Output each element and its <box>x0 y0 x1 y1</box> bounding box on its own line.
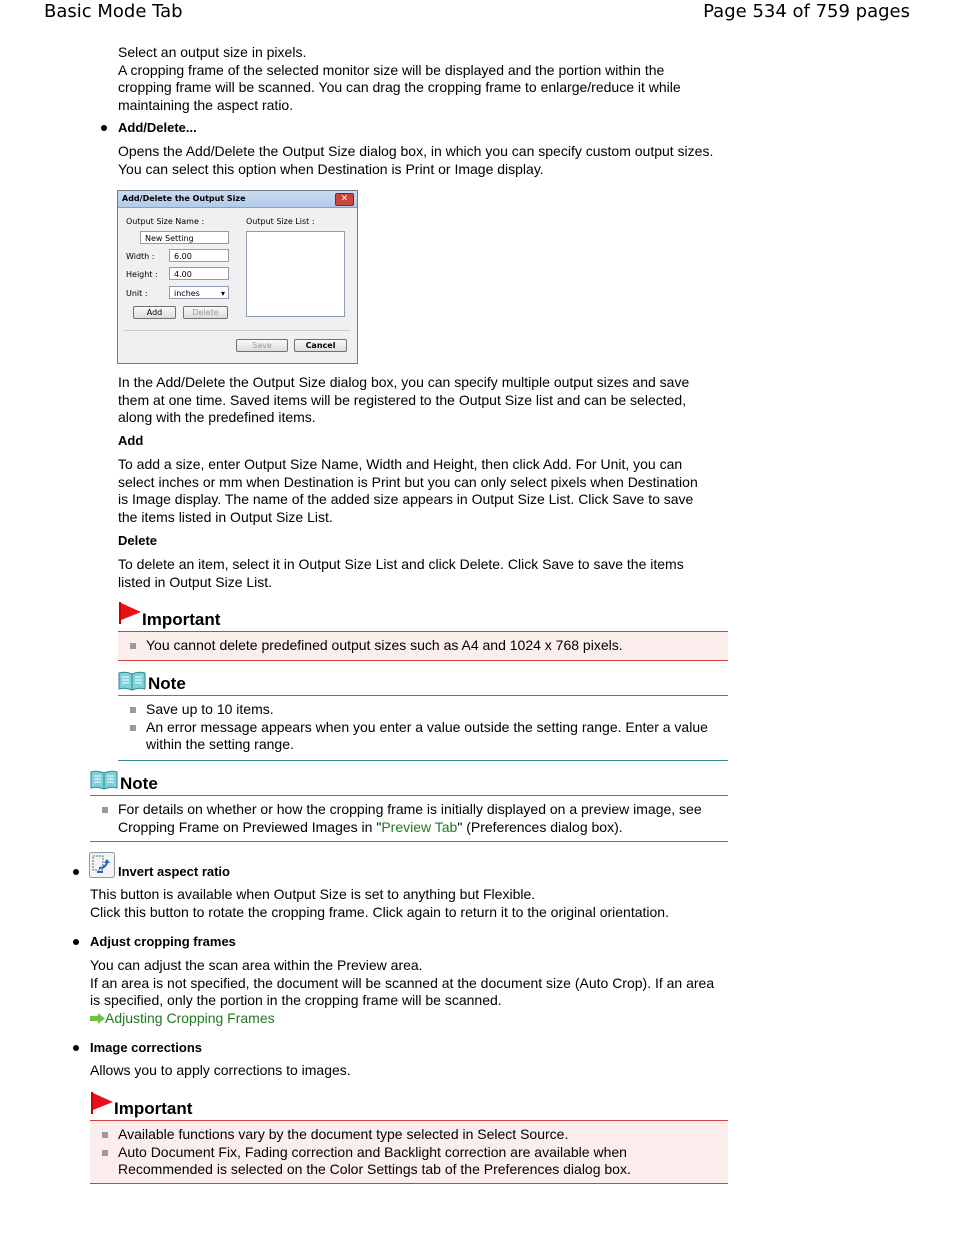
open-book-icon <box>118 671 146 691</box>
bullet <box>73 869 79 875</box>
bullet <box>101 125 107 131</box>
chevron-down-icon: ▾ <box>220 289 225 298</box>
dialog-title: Add/Delete the Output Size <box>122 194 246 203</box>
open-book-icon <box>90 770 118 790</box>
text-line: them at one time. Saved items will be registered to the Output Size list and can be selected, <box>118 391 687 408</box>
dialog-save-button[interactable]: Save <box>236 339 288 352</box>
output-size-name-label: Output Size Name : <box>126 217 205 226</box>
add-heading: Add <box>118 433 144 448</box>
add-delete-desc <box>118 143 738 178</box>
unit-label: Unit : <box>126 289 148 298</box>
intro-text <box>118 44 738 114</box>
important-text: Auto Document Fix, Fading correction and Backlight correction are available when <box>118 1143 627 1160</box>
intro-line: cropping frame will be scanned. You can drag the cropping frame to enlarge/reduce it while <box>118 79 681 96</box>
important-text: You cannot delete predefined output sizes such as A4 and 1024 x 768 pixels. <box>146 637 623 653</box>
intro-line: A cropping frame of the selected monitor size will be displayed and the portion within the <box>118 61 665 78</box>
square-bullet <box>102 1132 108 1138</box>
output-size-list-label: Output Size List : <box>246 217 315 226</box>
green-arrow-icon <box>90 1013 105 1024</box>
dialog-cancel-button[interactable]: Cancel <box>294 339 347 352</box>
page-number: Page 534 of 759 pages <box>703 1 910 22</box>
adjusting-cropping-frames-link[interactable]: Adjusting Cropping Frames <box>105 1009 275 1026</box>
width-label: Width : <box>126 252 155 261</box>
text-line: In the Add/Delete the Output Size dialog box, you can specify multiple output sizes and save <box>118 374 690 390</box>
text-line: the items listed in Output Size List. <box>118 508 333 525</box>
unit-select[interactable] <box>169 286 229 299</box>
list-item <box>90 1144 728 1179</box>
square-bullet <box>102 807 108 813</box>
text-line: To add a size, enter Output Size Name, Width and Height, then click Add. For Unit, you can <box>118 456 683 472</box>
image-corrections-heading: Image corrections <box>90 1040 202 1055</box>
note-text-part: Cropping Frame on Previewed Images in " <box>118 818 382 835</box>
text-line: along with the predefined items. <box>118 409 316 426</box>
important-text: Available functions vary by the document type selected in Select Source. <box>118 1126 569 1142</box>
note-text: An error message appears when you enter a value outside the setting range. Enter a value <box>146 718 708 735</box>
text-line: You can adjust the scan area within the Preview area. <box>90 957 423 973</box>
note-box <box>90 795 728 842</box>
text-line: Click this button to rotate the cropping frame. Click again to return it to the original orientation. <box>90 903 669 920</box>
image-corrections-text: Allows you to apply corrections to images. <box>90 1062 351 1078</box>
dialog-add-button[interactable]: Add <box>133 306 176 319</box>
note-text-part: " (Preferences dialog box). <box>457 818 623 835</box>
list-item <box>118 696 728 719</box>
note-title: Note <box>148 674 186 693</box>
text-line: is Image display. The name of the added size appears in Output Size List. Click Save to save <box>118 491 694 508</box>
square-bullet <box>130 707 136 713</box>
adjust-link-line <box>90 1010 740 1028</box>
list-item <box>90 796 728 836</box>
note-box <box>118 695 728 761</box>
adjust-text <box>90 957 740 1027</box>
note-text: Save up to 10 items. <box>146 701 274 717</box>
note-text: within the setting range. <box>146 736 294 753</box>
text-line: listed in Output Size List. <box>118 573 273 590</box>
important-title: Important <box>114 1099 193 1118</box>
dialog-title-bar <box>118 191 357 208</box>
invert-aspect-ratio-icon[interactable] <box>89 852 115 878</box>
list-item <box>118 719 728 754</box>
square-bullet <box>130 725 136 731</box>
note-text <box>118 819 728 837</box>
bullet <box>73 1045 79 1051</box>
important-box <box>90 1120 728 1184</box>
add-delete-heading: Add/Delete... <box>118 120 197 135</box>
text-line: To delete an item, select it in Output Size List and click Delete. Click Save to save the items <box>118 556 684 572</box>
add-delete-dialog <box>117 190 358 364</box>
delete-text <box>118 556 738 591</box>
important-box <box>118 631 728 661</box>
invert-heading: Invert aspect ratio <box>118 864 230 879</box>
divider <box>124 330 350 331</box>
important-text: Recommended is selected on the Color Settings tab of the Preferences dialog box. <box>118 1161 631 1178</box>
intro-line: Select an output size in pixels. <box>118 44 307 60</box>
unit-value: inches <box>174 289 200 298</box>
height-label: Height : <box>126 270 158 279</box>
text-line: select inches or mm when Destination is Print but you can only select pixels when Destination <box>118 473 698 490</box>
note-title: Note <box>120 774 158 793</box>
close-icon[interactable]: ✕ <box>335 193 354 206</box>
bullet <box>73 939 79 945</box>
height-input[interactable]: 4.00 <box>169 267 229 280</box>
invert-text <box>90 886 740 921</box>
list-item <box>118 632 728 655</box>
add-text <box>118 456 738 526</box>
note-text: For details on whether or how the cropping frame is initially displayed on a preview image, see <box>118 801 702 817</box>
output-size-name-input[interactable]: New Setting <box>140 231 229 244</box>
red-flag-icon <box>90 1092 114 1114</box>
desc-line: Opens the Add/Delete the Output Size dialog box, in which you can specify custom output sizes. <box>118 143 714 159</box>
intro-line: maintaining the aspect ratio. <box>118 96 294 113</box>
desc-line: You can select this option when Destination is Print or Image display. <box>118 160 544 177</box>
dialog-delete-button[interactable]: Delete <box>183 306 228 319</box>
text-line: is specified, only the portion in the cropping frame will be scanned. <box>90 992 502 1009</box>
important-title: Important <box>142 610 221 629</box>
text-line: This button is available when Output Size is set to anything but Flexible. <box>90 886 536 902</box>
dialog-explanation <box>118 374 738 427</box>
delete-heading: Delete <box>118 533 158 548</box>
preview-tab-link[interactable]: Preview Tab <box>381 818 458 835</box>
list-item <box>90 1121 728 1144</box>
square-bullet <box>130 643 136 649</box>
output-size-list[interactable] <box>246 231 345 317</box>
adjust-heading: Adjust cropping frames <box>90 934 236 949</box>
text-line: If an area is not specified, the document will be scanned at the document size (Auto Crop). If an area <box>90 974 715 991</box>
width-input[interactable]: 6.00 <box>169 249 229 262</box>
square-bullet <box>102 1150 108 1156</box>
red-flag-icon <box>118 602 142 624</box>
document-title: Basic Mode Tab <box>44 1 183 22</box>
